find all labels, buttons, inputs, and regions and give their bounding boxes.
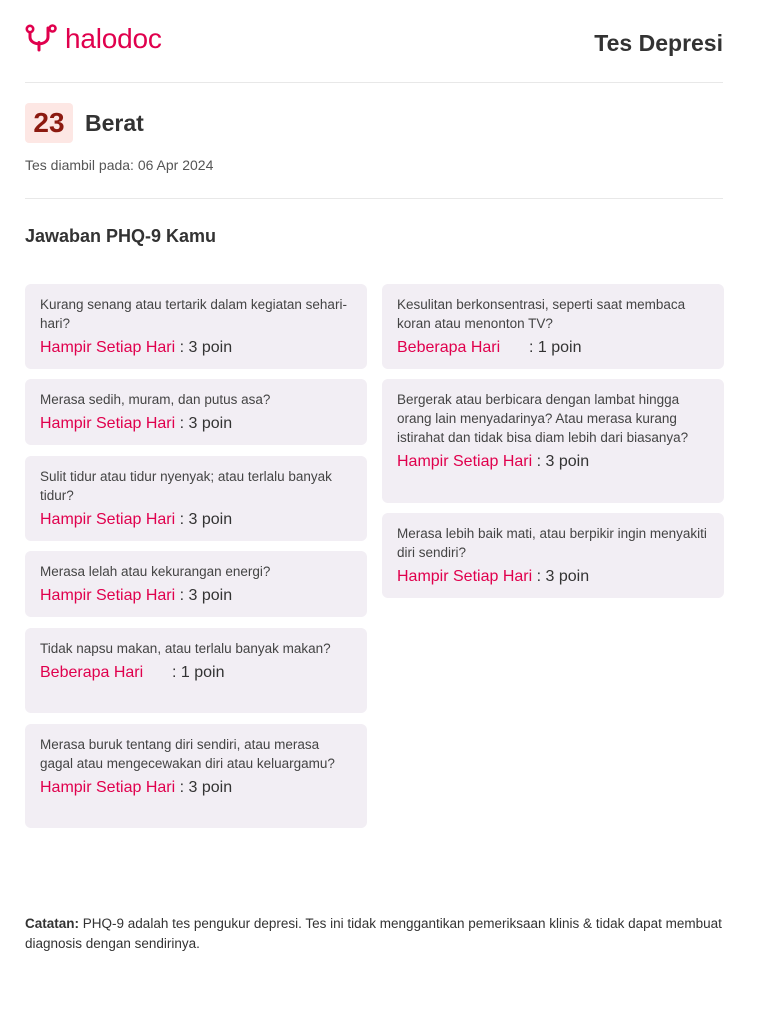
answer-points: : 1 poin <box>172 664 225 681</box>
answer-line <box>40 779 352 797</box>
note-text: PHQ-9 adalah tes pengukur depresi. Tes ini tidak menggantikan pemeriksaan klinis & tidak dapat membuat diagnosis dengan sendirinya. <box>25 916 722 951</box>
answer-line <box>40 415 352 433</box>
test-date-label: Tes diambil pada: <box>25 157 134 173</box>
answer-text: Beberapa Hari <box>40 664 144 681</box>
answer-card <box>382 379 724 503</box>
question-text: Merasa lelah atau kekurangan energi? <box>40 564 271 579</box>
score-badge: 23 <box>25 103 73 143</box>
answer-points: : 3 poin <box>179 587 233 604</box>
answer-line <box>397 339 709 357</box>
answer-line <box>40 339 352 357</box>
answer-points: : 3 poin <box>536 453 590 470</box>
answer-line <box>40 587 352 605</box>
answer-points: : 3 poin <box>179 511 233 528</box>
section-title: Jawaban PHQ-9 Kamu <box>25 226 217 246</box>
question-text: Merasa lebih baik mati, atau berpikir ingin menyakiti diri sendiri? <box>397 526 707 560</box>
stethoscope-icon <box>25 24 59 54</box>
halodoc-logo <box>25 22 162 56</box>
answer-text: Beberapa Hari <box>397 339 501 356</box>
question-text: Tidak napsu makan, atau terlalu banyak makan? <box>40 641 331 656</box>
severity-label: Berat <box>85 109 144 136</box>
answer-card <box>25 284 367 369</box>
answer-line <box>40 664 352 682</box>
answer-line <box>397 453 709 471</box>
header <box>25 20 723 60</box>
answer-text: Hampir Setiap Hari <box>40 415 176 432</box>
answer-text: Hampir Setiap Hari <box>397 453 533 470</box>
disclaimer-note <box>25 914 725 954</box>
answer-text: Hampir Setiap Hari <box>40 779 176 796</box>
answer-card <box>25 628 367 713</box>
question-text: Bergerak atau berbicara dengan lambat hingga orang lain menyadarinya? Atau merasa kurang istirahat dan tidak bisa diam lebih dari biasanya? <box>397 392 689 445</box>
answer-text: Hampir Setiap Hari <box>397 568 533 585</box>
page-title: Tes Depresi <box>594 30 723 56</box>
answer-text: Hampir Setiap Hari <box>40 587 176 604</box>
answer-points: : 1 poin <box>529 339 582 356</box>
answer-text: Hampir Setiap Hari <box>40 339 176 356</box>
question-text: Merasa buruk tentang diri sendiri, atau merasa gagal atau mengecewakan diri atau keluargamu? <box>40 737 335 771</box>
answer-card <box>25 551 367 617</box>
answer-points: : 3 poin <box>179 415 233 432</box>
question-text: Kurang senang atau tertarik dalam kegiatan sehari-hari? <box>40 297 347 331</box>
answer-text: Hampir Setiap Hari <box>40 511 176 528</box>
question-text: Merasa sedih, muram, dan putus asa? <box>40 392 271 407</box>
divider <box>25 82 723 83</box>
answer-points: : 3 poin <box>179 339 233 356</box>
note-label: Catatan: <box>25 916 80 931</box>
question-text: Sulit tidur atau tidur nyenyak; atau terlalu banyak tidur? <box>40 469 332 503</box>
brand-name: halodoc <box>65 23 162 54</box>
test-date <box>25 157 213 173</box>
answer-card <box>382 284 724 369</box>
test-date-value: 06 Apr 2024 <box>137 157 214 173</box>
score-row <box>25 103 144 143</box>
divider <box>25 198 723 199</box>
answer-line <box>397 568 709 586</box>
answer-card <box>25 379 367 445</box>
answer-points: : 3 poin <box>536 568 590 585</box>
answer-points: : 3 poin <box>179 779 233 796</box>
answer-card <box>25 724 367 828</box>
answer-card <box>382 513 724 598</box>
answer-line <box>40 511 352 529</box>
question-text: Kesulitan berkonsentrasi, seperti saat membaca koran atau menonton TV? <box>397 297 686 331</box>
answer-card <box>25 456 367 541</box>
